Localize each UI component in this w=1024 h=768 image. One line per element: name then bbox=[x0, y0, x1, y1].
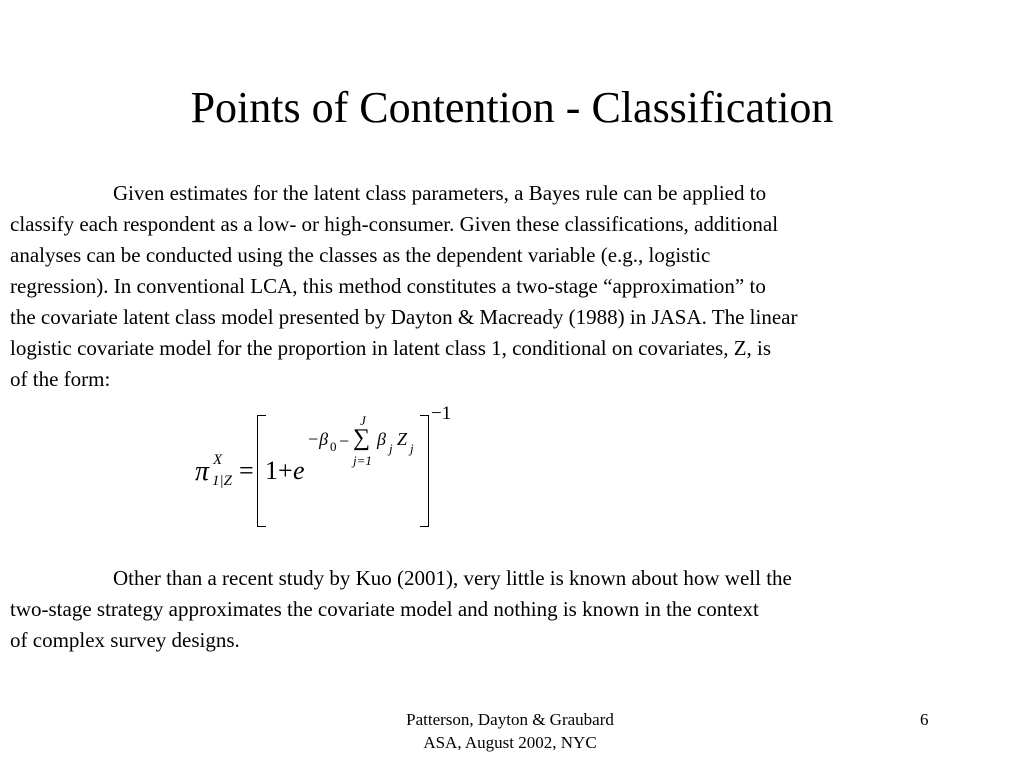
footer-venue: ASA, August 2002, NYC bbox=[423, 733, 597, 752]
formula-sum-symbol: ∑ bbox=[353, 425, 371, 451]
formula-minus: − bbox=[339, 431, 350, 451]
formula-equals: = bbox=[239, 456, 254, 485]
paragraph-line: of complex survey designs. bbox=[10, 628, 240, 652]
formula-beta-zero-subscript: 0 bbox=[330, 439, 337, 454]
formula-beta-j-subscript: j bbox=[389, 441, 393, 456]
formula-e: e bbox=[293, 456, 305, 485]
formula-pi: π bbox=[195, 456, 210, 487]
paragraph-line: Given estimates for the latent class parameters, a Bayes rule can be applied to bbox=[113, 181, 767, 205]
formula-subscript-1z: 1|Z bbox=[212, 473, 232, 489]
paragraph-line: the covariate latent class model presented by Dayton & Macready (1988) in JASA. The linear bbox=[10, 305, 798, 329]
logistic-covariate-formula bbox=[195, 400, 465, 530]
right-bracket bbox=[420, 415, 429, 527]
formula-power: −1 bbox=[431, 403, 452, 424]
paragraph-line: regression). In conventional LCA, this method constitutes a two-stage “approximation” to bbox=[10, 274, 766, 298]
paragraph-line: Other than a recent study by Kuo (2001), very little is known about how well the bbox=[113, 566, 792, 590]
formula-z-j-subscript: j bbox=[410, 441, 414, 456]
formula-minus-beta: −β bbox=[307, 429, 329, 449]
paragraph-line: classify each respondent as a low- or high-consumer. Given these classifications, additional bbox=[10, 212, 779, 236]
page-number: 6 bbox=[920, 710, 929, 729]
footer-authors: Patterson, Dayton & Graubard bbox=[406, 710, 614, 729]
formula-one-plus: 1+ bbox=[265, 456, 293, 485]
paragraph-line: logistic covariate model for the proportion in latent class 1, conditional on covariates, Z, is bbox=[10, 336, 772, 360]
formula-sum-lower: j=1 bbox=[353, 453, 372, 468]
paragraph-intro bbox=[10, 178, 797, 395]
formula-sum-upper: J bbox=[360, 413, 366, 428]
footer bbox=[360, 708, 660, 754]
paragraph-line: analyses can be conducted using the classes as the dependent variable (e.g., logistic bbox=[10, 243, 711, 267]
slide-title: Points of Contention - Classification bbox=[190, 83, 834, 132]
paragraph-line: two-stage strategy approximates the covariate model and nothing is known in the context bbox=[10, 597, 759, 621]
formula-superscript-x: X bbox=[213, 452, 223, 468]
formula-z-j: Z bbox=[397, 429, 408, 449]
paragraph-conclusion bbox=[10, 563, 792, 656]
formula-beta-j: β bbox=[377, 429, 386, 449]
paragraph-line: of the form: bbox=[10, 367, 111, 391]
